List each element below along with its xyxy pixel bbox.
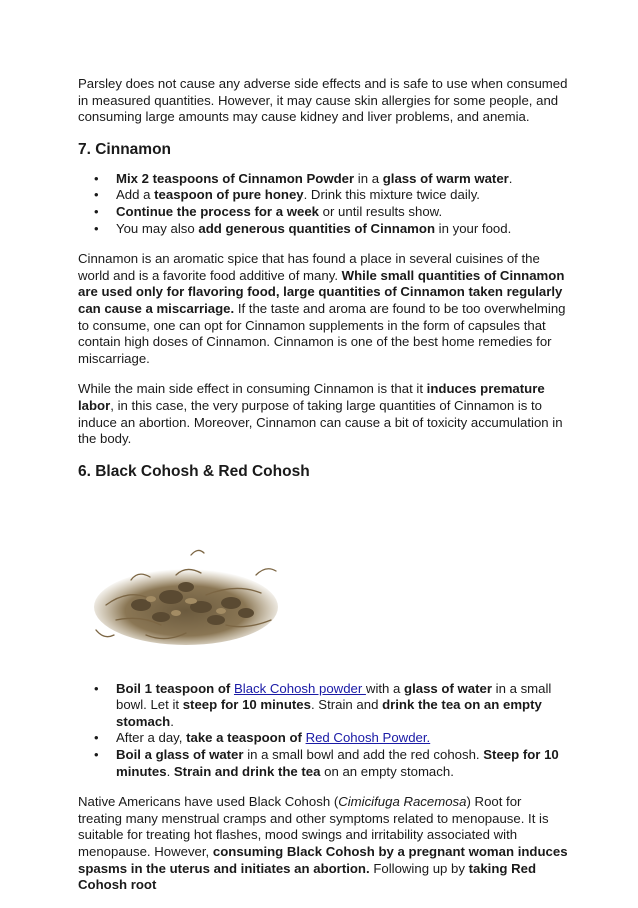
list-item: • Continue the process for a week or until results show. bbox=[116, 204, 568, 221]
section-heading-cohosh: 6. Black Cohosh & Red Cohosh bbox=[78, 462, 310, 480]
cinnamon-paragraph-1: Cinnamon is an aromatic spice that has found a place in several cuisines of the world and is a favorite food additive of many. While small quantities of Cinnamon are used only for flavoring food, large quantities of Cinnamon taken regularly can cause a miscarriage. If the taste and aroma are found to be too overwhelming to consume, one can opt for Cinnamon supplements in the form of capsules that contain high doses of Cinnamon. Cinnamon is one of the best home remedies for miscarriage. bbox=[78, 251, 566, 366]
list-item: • Boil 1 teaspoon of Black Cohosh powder with a glass of water in a small bowl. Let it steep for 10 minutes. Strain and drink the tea on an empty stomach. bbox=[116, 681, 568, 731]
list-item: • After a day, take a teaspoon of Red Cohosh Powder. bbox=[116, 730, 568, 747]
cinnamon-paragraph-2: While the main side effect in consuming Cinnamon is that it induces premature labor, in this case, the very purpose of taking large quantities of Cinnamon is to induce an abortion. Moreover, Cinnamon can cause a bit of toxicity accumulation in the body. bbox=[78, 381, 563, 447]
list-item: • You may also add generous quantities of Cinnamon in your food. bbox=[116, 221, 568, 238]
document-page bbox=[78, 76, 568, 908]
dried-roots-picture bbox=[86, 535, 286, 655]
list-item: • Boil a glass of water in a small bowl and add the red cohosh. Steep for 10 minutes. Strain and drink the tea on an empty stomach. bbox=[116, 747, 568, 780]
section-heading-cinnamon: 7. Cinnamon bbox=[78, 140, 172, 158]
cinnamon-list bbox=[78, 171, 568, 237]
black-cohosh-powder-link[interactable]: Black Cohosh powder bbox=[233, 680, 366, 696]
parsley-paragraph: Parsley does not cause any adverse side effects and is safe to use when consumed in measured quantities. However, it may cause skin allergies for some people, and consuming large amounts may cause kidney and liver problems, and anemia. bbox=[78, 76, 568, 125]
list-item: • Add a teaspoon of pure honey. Drink this mixture twice daily. bbox=[116, 187, 568, 204]
cohosh-list bbox=[78, 681, 568, 781]
cohosh-paragraph: Native Americans have used Black Cohosh (Cimicifuga Racemosa) Root for treating many menstrual cramps and other symptoms related to menopause. It is suitable for treating hot flashes, mood swings and irritability associated with menopause. However, consuming Black Cohosh by a pregnant woman induces spasms in the uterus and initiates an abortion. Following up by taking Red Cohosh root bbox=[78, 794, 568, 893]
cohosh-root-image bbox=[78, 493, 568, 673]
red-cohosh-powder-link[interactable]: Red Cohosh Powder. bbox=[305, 730, 431, 746]
list-item: • Mix 2 teaspoons of Cinnamon Powder in a glass of warm water. bbox=[116, 171, 568, 188]
